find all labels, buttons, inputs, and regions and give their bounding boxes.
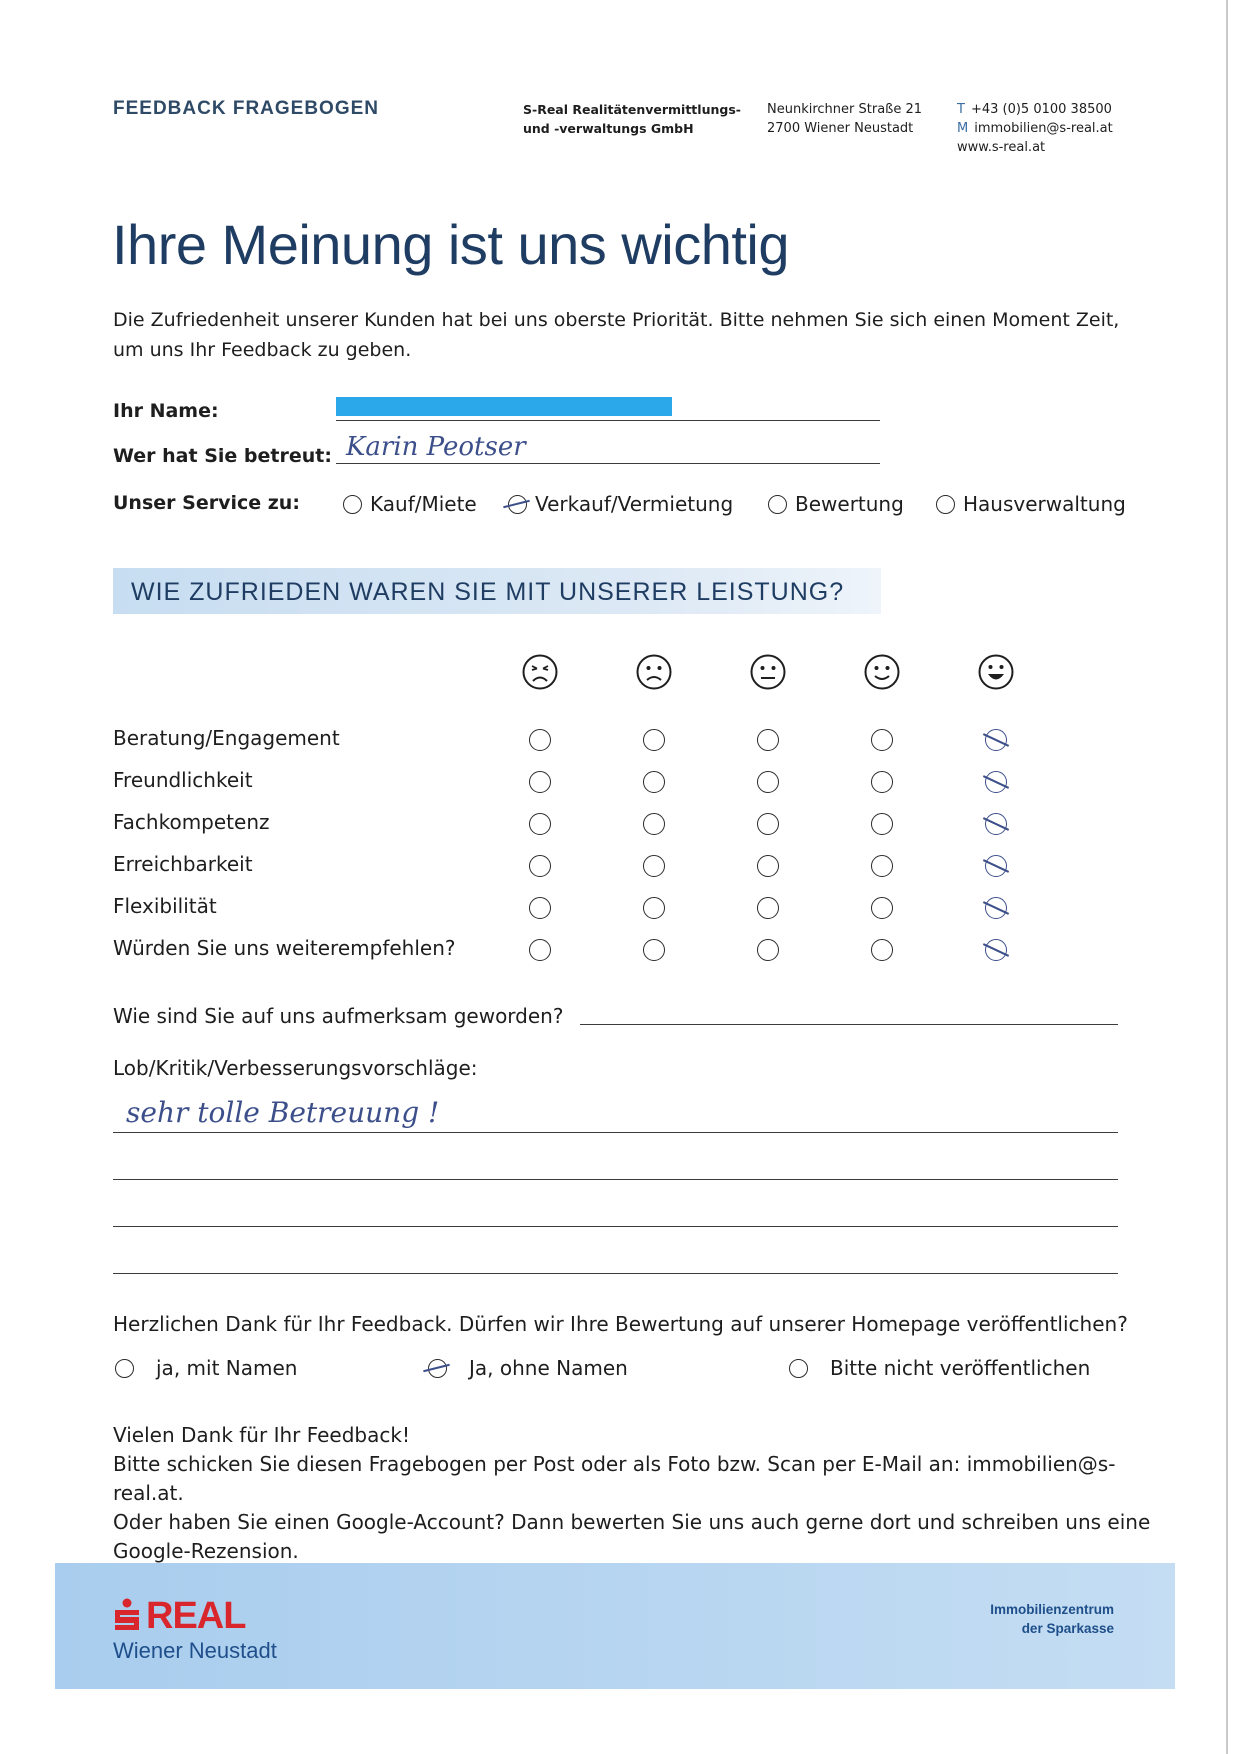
comments-label: Lob/Kritik/Verbesserungsvorschläge:: [113, 1056, 478, 1080]
rating-radio-checked[interactable]: [985, 855, 1007, 877]
rating-radio[interactable]: [871, 939, 893, 961]
publish-option-without-name[interactable]: [428, 1356, 628, 1380]
option-label: Bewertung: [795, 492, 904, 516]
rating-radio[interactable]: [871, 813, 893, 835]
service-label: Unser Service zu:: [113, 492, 300, 514]
rating-radio-checked[interactable]: [985, 939, 1007, 961]
page-edge: [1226, 0, 1228, 1754]
closing-text: [113, 1421, 1173, 1566]
comments-line-4[interactable]: [113, 1273, 1118, 1274]
company-address: [767, 100, 922, 138]
service-option-verkauf-vermietung[interactable]: [508, 492, 733, 516]
comments-line-3[interactable]: [113, 1226, 1118, 1227]
happy-face-icon: [864, 654, 900, 690]
rating-radio[interactable]: [757, 813, 779, 835]
rating-radio[interactable]: [643, 813, 665, 835]
phone-key: T: [957, 102, 965, 117]
rating-radio[interactable]: [529, 729, 551, 751]
radio-circle[interactable]: [115, 1359, 134, 1378]
contact-mail: [957, 119, 1113, 138]
closing-line-1: Vielen Dank für Ihr Feedback!: [113, 1423, 410, 1447]
rating-radio[interactable]: [871, 771, 893, 793]
form-header-title: FEEDBACK FRAGEBOGEN: [113, 98, 380, 119]
rating-section-banner: [113, 568, 881, 614]
logo-city-text: Wiener Neustadt: [113, 1638, 277, 1663]
service-option-bewertung[interactable]: [768, 492, 904, 516]
rating-radio-checked[interactable]: [985, 897, 1007, 919]
company-name-line-1: S-Real Realitätenvermittlungs-: [523, 102, 741, 117]
service-option-kauf-miete[interactable]: [343, 492, 477, 516]
rating-radio-checked[interactable]: [985, 813, 1007, 835]
rating-radio[interactable]: [529, 771, 551, 793]
advisor-label: Wer hat Sie betreut:: [113, 445, 332, 467]
radio-circle-checked[interactable]: [508, 495, 527, 514]
rating-row-label: Fachkompetenz: [113, 810, 270, 834]
option-label: Bitte nicht veröffentlichen: [830, 1356, 1091, 1380]
rating-radio-checked[interactable]: [985, 729, 1007, 751]
source-answer-line[interactable]: [580, 1024, 1118, 1025]
rating-radio[interactable]: [871, 897, 893, 919]
rating-radio[interactable]: [757, 729, 779, 751]
publish-question: Herzlichen Dank für Ihr Feedback. Dürfen wir Ihre Bewertung auf unserer Homepage veröffentlichen?: [113, 1312, 1128, 1336]
option-label: Hausverwaltung: [963, 492, 1126, 516]
very-unhappy-face-icon: [522, 654, 558, 690]
name-field-line[interactable]: [336, 420, 880, 421]
name-label: Ihr Name:: [113, 400, 219, 422]
rating-radio[interactable]: [757, 939, 779, 961]
contact-phone: [957, 100, 1113, 119]
rating-row-label: Erreichbarkeit: [113, 852, 253, 876]
publish-option-with-name[interactable]: [115, 1356, 297, 1380]
comments-line-1[interactable]: [113, 1132, 1118, 1133]
service-option-hausverwaltung[interactable]: [936, 492, 1126, 516]
rating-radio[interactable]: [871, 855, 893, 877]
rating-radio[interactable]: [871, 729, 893, 751]
company-name: [523, 100, 741, 138]
rating-radio[interactable]: [643, 939, 665, 961]
source-question-label: Wie sind Sie auf uns aufmerksam geworden?: [113, 1004, 564, 1028]
closing-line-4: Google-Rezension.: [113, 1539, 299, 1563]
neutral-face-icon: [750, 654, 786, 690]
rating-radio[interactable]: [643, 771, 665, 793]
rating-radio[interactable]: [757, 855, 779, 877]
option-label: ja, mit Namen: [156, 1356, 298, 1380]
redaction-bar: [336, 397, 672, 416]
logo-real-text: REAL: [146, 1595, 246, 1637]
tagline-line-1: Immobilienzentrum: [990, 1602, 1114, 1617]
closing-line-2: Bitte schicken Sie diesen Fragebogen per Post oder als Foto bzw. Scan per E-Mail an: immobilien@s-real.at.: [113, 1452, 1116, 1505]
mail-address: immobilien@s-real.at: [974, 121, 1113, 136]
advisor-handwriting: Karin Peotser: [346, 432, 526, 462]
rating-radio[interactable]: [643, 855, 665, 877]
contact-web: www.s-real.at: [957, 140, 1046, 155]
company-name-line-2: und -verwaltungs GmbH: [523, 121, 694, 136]
rating-radio[interactable]: [757, 771, 779, 793]
rating-row-label: Beratung/Engagement: [113, 726, 340, 750]
rating-radio[interactable]: [529, 897, 551, 919]
page-title: Ihre Meinung ist uns wichtig: [112, 213, 790, 276]
tagline-line-2: der Sparkasse: [1021, 1621, 1114, 1636]
footer-tagline: [990, 1600, 1114, 1638]
rating-row-label: Würden Sie uns weiterempfehlen?: [113, 936, 456, 960]
rating-radio[interactable]: [643, 897, 665, 919]
unhappy-face-icon: [636, 654, 672, 690]
intro-text: Die Zufriedenheit unserer Kunden hat bei uns oberste Priorität. Bitte nehmen Sie sich einen Moment Zeit, um uns Ihr Feedback zu geben.: [113, 309, 1120, 361]
comments-line-2[interactable]: [113, 1179, 1118, 1180]
sparkasse-s-logo-icon: [113, 1598, 141, 1632]
very-happy-face-icon: [978, 654, 1014, 690]
address-city: 2700 Wiener Neustadt: [767, 121, 914, 136]
publish-option-do-not-publish[interactable]: [789, 1356, 1090, 1380]
option-label: Kauf/Miete: [370, 492, 477, 516]
radio-circle[interactable]: [936, 495, 955, 514]
option-label: Verkauf/Vermietung: [535, 492, 734, 516]
mail-key: M: [957, 121, 969, 136]
rating-row-label: Flexibilität: [113, 894, 217, 918]
rating-radio[interactable]: [529, 855, 551, 877]
radio-circle[interactable]: [768, 495, 787, 514]
rating-row-label: Freundlichkeit: [113, 768, 253, 792]
rating-radio[interactable]: [529, 939, 551, 961]
rating-section-title: WIE ZUFRIEDEN WAREN SIE MIT UNSERER LEISTUNG?: [131, 578, 845, 606]
rating-radio[interactable]: [529, 813, 551, 835]
rating-radio-checked[interactable]: [985, 771, 1007, 793]
company-contact: [957, 100, 1113, 157]
closing-line-3: Oder haben Sie einen Google-Account? Dann bewerten Sie uns auch gerne dort und schreiben uns eine: [113, 1510, 1151, 1534]
comments-handwriting: sehr tolle Betreuung !: [126, 1096, 440, 1129]
radio-circle[interactable]: [789, 1359, 808, 1378]
rating-radio[interactable]: [757, 897, 779, 919]
radio-circle-checked[interactable]: [428, 1359, 447, 1378]
rating-radio[interactable]: [643, 729, 665, 751]
option-label: Ja, ohne Namen: [469, 1356, 628, 1380]
address-street: Neunkirchner Straße 21: [767, 102, 923, 117]
advisor-field-line[interactable]: [336, 463, 880, 464]
radio-circle[interactable]: [343, 495, 362, 514]
phone-number: +43 (0)5 0100 38500: [970, 102, 1112, 117]
